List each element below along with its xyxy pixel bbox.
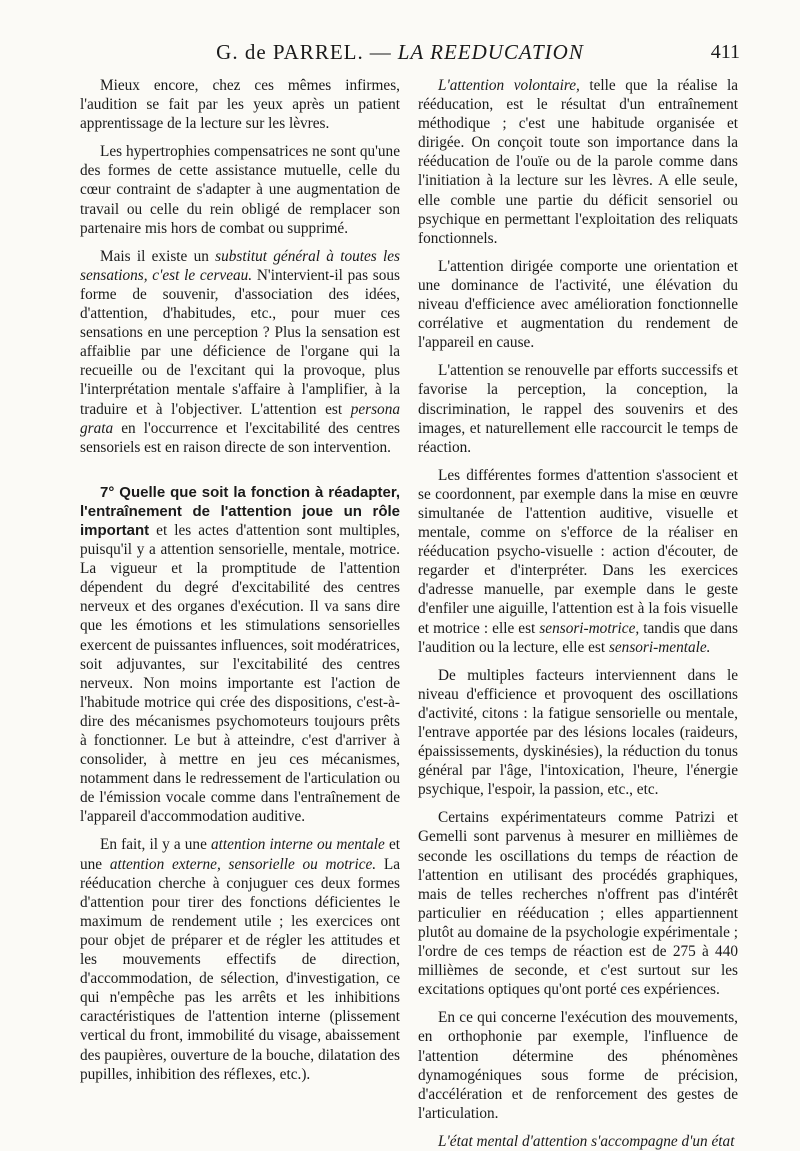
italic-run: attention interne ou mentale [211, 836, 385, 854]
text-run: et une [80, 836, 400, 873]
text-run: La rééducation cherche à conjuguer ces deux formes d'attention pour tirer des fonctions déficientes le maximum de rendement utile ; les exercices ont pour objet de préparer et de régler les attitudes et les mouvements effectifs de direction, d'accommodation, de sélection, d'investigation, ce qui n'empêche pas les arrêts et les inhibitions caractéristiques de l'attention interne (plissement vertical du front, immobilité du visage, abaissement des paupières, ouverture de la bouche, dilatation des pupilles, inhibition des réflexes, etc.). [80, 855, 400, 1083]
page-number: 411 [710, 41, 740, 63]
italic-run: persona grata [80, 400, 400, 437]
section-paragraph [80, 483, 400, 827]
header-author: G. de PARREL. [216, 40, 364, 64]
paragraph [80, 835, 400, 1083]
running-title [60, 40, 740, 65]
paragraph [418, 76, 738, 248]
italic-run: sensori-motrice, [539, 619, 640, 637]
text-run: et les actes d'attention sont multiples, puisqu'il y a attention sensorielle, mentale, motrice. La vigueur et la promptitude de l'attention dépendent du degré d'excitabilité des centres nerveux et des organes d'exécution. Il va sans dire que les émotions et les stimulations sensorielles exercent de puissantes influences, soit modératrices, soit adjuvantes, sur l'excitabilité des centres nerveux. Non moins importante est l'action de l'habitude motrice qui crée des dispositions, c'est-à-dire des mécanismes psychomoteurs toujours prêts à fonctionner. Le but à atteindre, c'est d'arriver à consolider, à mettre en jeu ces mécanismes, notamment dans le redressement de l'articulation ou de l'émission vocale comme dans l'entraînement de l'appareil d'accommodation auditive. [80, 521, 400, 826]
header-separator: — [369, 40, 392, 64]
header-title: LA REEDUCATION [397, 40, 584, 64]
paragraph [418, 466, 738, 657]
italic-run: L'attention volontaire, [438, 77, 580, 94]
paragraph: L'attention se renouvelle par efforts successifs et favorise la perception, la conception, la discrimination, le rappel des souvenirs et des images, et naturellement elle raccourcit le temps de réaction. [418, 362, 738, 456]
italic-run: sensori-mentale. [608, 638, 711, 656]
text-run: Les différentes formes d'attention s'associent et se coordonnent, par exemple dans la mise en œuvre simultanée de l'attention auditive, visuelle et mentale, comme on s'efforce de la réaliser en rééducation psycho-visuelle : action d'écouter, de regarder et d'interpréter. Dans les exercices d'adresse manuelle, par exemple dans le geste d'enfiler une aiguille, l'attention est à la fois visuelle et motrice : elle est [418, 466, 738, 637]
text-run: telle que la réalise la rééducation, est le résultat d'un entraînement méthodique ; c'est une habitude organisée et dirigée. On conçoit toute son importance dans la rééducation de l'ouïe ou de la parole comme dans l'initiation à la lecture sur les lèvres. A elle seule, elle comble une partie du déficit sensoriel ou psychique en permettant l'exploitation des reliquats fonctionnels. [418, 77, 738, 247]
paragraph [418, 1132, 738, 1151]
italic-run: L'état mental d'attention s'accompagne d'un état [438, 1132, 735, 1150]
section-heading: 7° Quelle que soit la fonction à réadapter, l'entraînement de l'attention joue un rôle important [80, 483, 400, 539]
paragraph: En ce qui concerne l'exécution des mouvements, en orthophonie par exemple, l'influence de l'attention détermine des phénomènes dynamogéniques sous forme de précision, d'accélération et de renforcement des gestes de l'articulation. [418, 1009, 738, 1122]
text-run: Mais il existe un [100, 247, 216, 265]
paragraph: Certains expérimentateurs comme Patrizi et Gemelli sont parvenus à mesurer en millièmes de seconde les oscillations du temps de réaction de l'attention en utilisant des procédés graphiques, mais de telles recherches n'offrent pas d'intérêt particulier en rééducation ; elles appartiennent plutôt au domaine de la psychologie expérimentale ; l'ordre de ces temps de réaction est de 275 à 440 millièmes de seconde, et c'est surtout sur les excitations optiques qu'ont porté ces expériences. [418, 809, 738, 999]
text-run: N'intervient-il pas sous forme de souvenir, d'association des idées, d'attention, d'habitudes, etc., pour muer ces sensations en une perception ? Plus la sensation est affaiblie par une déficience de l'organe qui la recueille ou de l'excitant qui la provoque, plus l'interprétation mentale s'affaire à l'amplifier, à la traduire et à l'objectiver. L'attention est [80, 266, 400, 418]
paragraph: L'attention dirigée comporte une orientation et une dominance de l'activité, une élévation du niveau d'efficience avec amélioration fonctionnelle corrélative et augmentation du rendement de l'appareil en cause. [418, 257, 738, 352]
text-run: en l'occurrence et l'excitabilité des centres sensoriels est en raison directe de son intervention. [80, 419, 400, 456]
paragraph: Les hypertrophies compensatrices ne sont qu'une des formes de cette assistance mutuelle, celle du cœur contraint de s'adapter à une augmentation de travail ou celle du rein obligé de remplacer son partenaire mis hors de combat ou supprimé. [80, 143, 400, 237]
text-run: tandis que dans l'audition ou la lecture, elle est [418, 619, 739, 656]
text-run: En fait, il y a une [100, 836, 211, 854]
running-head [60, 40, 740, 70]
right-column [418, 76, 738, 1151]
paragraph: Mieux encore, chez ces mêmes infirmes, l'audition se fait par les yeux après un patient apprentissage de la lecture sur les lèvres. [80, 77, 400, 133]
paragraph: De multiples facteurs interviennent dans le niveau d'efficience et provoquent des oscillations d'activité, citons : la fatigue sensorielle ou mentale, l'entrave apportée par des lésions locales (raideurs, épaississements, dyskinésies), la réduction du tonus général par l'âge, l'intoxication, l'heure, l'énergie psychique, l'espoir, la passion, etc., etc. [418, 666, 738, 799]
italic-run: attention externe, sensorielle ou motrice. [109, 855, 377, 873]
italic-run: substitut général à toutes les sensations, c'est le cerveau. [80, 247, 400, 284]
left-column [80, 76, 400, 1084]
paragraph [80, 247, 400, 457]
